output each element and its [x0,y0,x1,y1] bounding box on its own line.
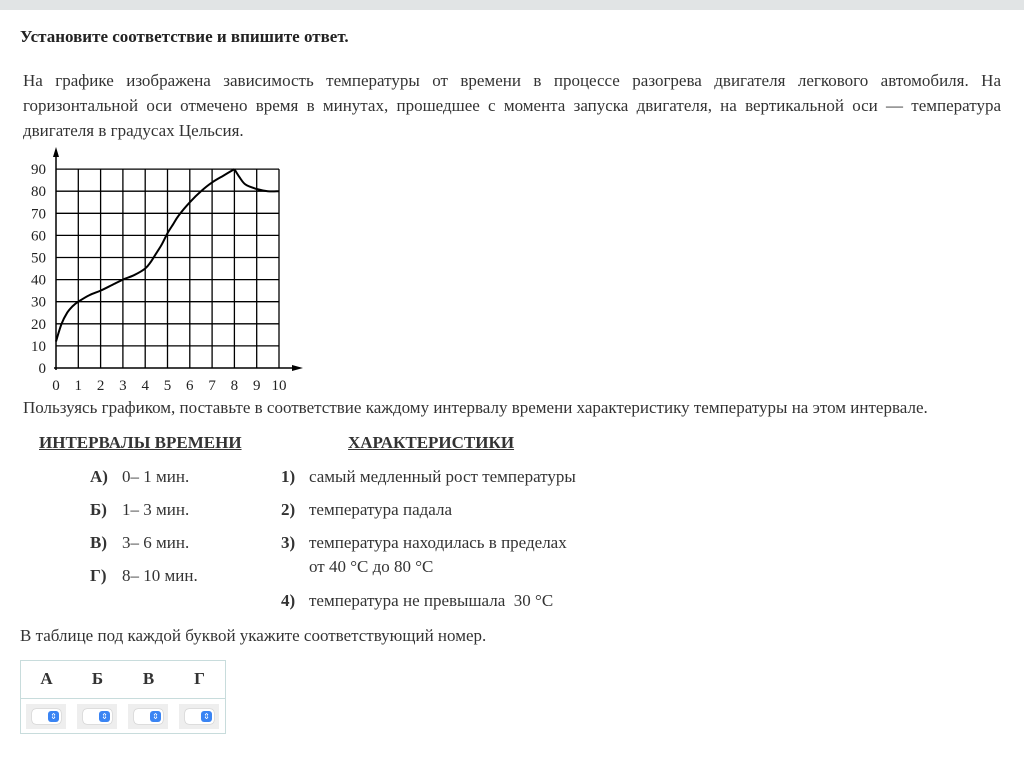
y-tick-label: 20 [31,316,46,333]
characteristic-number: 2) [281,500,296,519]
x-tick-label: 5 [163,378,172,394]
answer-select-v[interactable] [134,709,163,724]
y-tick-label: 90 [31,162,46,179]
characteristic-3 [281,533,567,553]
temperature-chart [20,145,310,397]
answer-table [20,660,226,734]
interval-g [90,566,198,586]
x-tick-label: 8 [230,378,239,394]
y-tick-label: 0 [38,361,46,377]
y-axis-arrow-icon [53,147,59,157]
characteristic-1 [281,467,576,487]
x-tick-label: 9 [252,378,261,394]
y-tick-label: 30 [31,294,46,311]
answer-instruction: В таблице под каждой буквой укажите соответствующий номер. [20,626,487,645]
answer-table-header [21,661,225,699]
header-g: Г [194,669,205,688]
x-axis-arrow-icon [292,365,303,371]
header-v: В [142,669,155,688]
characteristic-text: температура находилась в пределах [309,533,567,552]
characteristic-4 [281,591,553,611]
x-tick-label: 1 [74,378,83,394]
interval-v [90,533,189,553]
characteristic-text: самый медленный рост температуры [309,467,576,486]
x-tick-label: 2 [96,378,105,394]
y-tick-label: 70 [31,206,46,223]
x-tick-label: 4 [141,378,149,394]
interval-text: 3– 6 мин. [122,533,190,552]
interval-letter: Г) [90,566,107,585]
interval-a [90,467,189,487]
answer-cell-b [77,704,117,729]
characteristic-text: температура падала [309,500,452,519]
characteristic-2 [281,500,452,520]
y-tick-label: 40 [31,272,46,289]
intervals-header: ИНТЕРВАЛЫ ВРЕМЕНИ [39,433,242,452]
y-tick-label: 50 [31,250,46,267]
task-heading: Установите соответствие и впишите ответ. [20,27,349,46]
interval-letter: Б) [90,500,107,519]
characteristic-number: 3) [281,533,296,552]
updown-chevron-icon[interactable]: ⇕ [150,711,161,722]
interval-letter: В) [90,533,107,552]
characteristics-header: ХАРАКТЕРИСТИКИ [348,433,515,452]
interval-text: 8– 10 мин. [122,566,198,585]
interval-letter: А) [90,467,108,486]
updown-chevron-icon[interactable]: ⇕ [201,711,212,722]
answer-cell-g [179,704,219,729]
answer-select-b[interactable] [83,709,112,724]
interval-text: 1– 3 мин. [122,500,190,519]
answer-cell-a [26,704,66,729]
characteristic-number: 4) [281,591,296,610]
characteristic-3-line2: от 40 °C до 80 °C [309,557,434,576]
x-tick-label: 3 [119,378,127,394]
answer-select-a[interactable] [32,709,61,724]
x-tick-label: 10 [271,378,287,394]
y-tick-label: 80 [31,184,46,201]
updown-chevron-icon[interactable]: ⇕ [48,711,59,722]
header-a: А [40,669,53,688]
interval-b [90,500,189,520]
characteristic-text: температура не превышала 30 °C [309,591,554,610]
top-bar [0,0,1024,10]
task-description: На графике изображена зависимость температуры от времени в процессе разогрева двигателя легкового автомобиля. На горизонтальной оси отмечено время в минутах, прошедшее с момента запуска двигателя, на вертикальной оси — температура двигателя в градусах Цельсия. [23,71,1001,140]
answer-cell-v [128,704,168,729]
x-tick-label: 7 [208,378,216,394]
x-tick-label: 6 [186,378,194,394]
y-tick-label: 10 [31,338,46,355]
x-tick-label: 0 [52,378,60,394]
interval-text: 0– 1 мин. [122,467,190,486]
characteristic-number: 1) [281,467,296,486]
answer-select-g[interactable] [185,709,214,724]
header-b: Б [91,669,104,688]
updown-chevron-icon[interactable]: ⇕ [99,711,110,722]
matching-prompt: Пользуясь графиком, поставьте в соответствие каждому интервалу времени характеристику температуры на этом интервале. [23,398,928,417]
y-tick-label: 60 [31,228,46,245]
